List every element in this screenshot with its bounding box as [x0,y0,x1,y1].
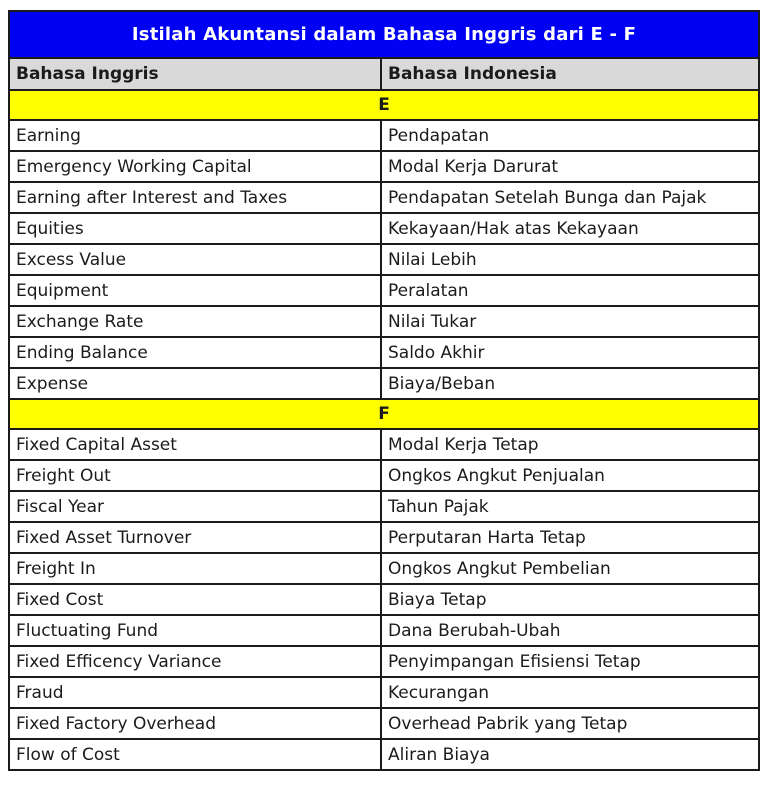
term-indonesian: Kekayaan/Hak atas Kekayaan [381,213,759,244]
accounting-terms-table [8,10,760,771]
table-row [9,460,759,491]
term-english: Equities [9,213,381,244]
table-row [9,739,759,770]
term-english: Freight In [9,553,381,584]
term-english: Earning after Interest and Taxes [9,182,381,213]
term-english: Fiscal Year [9,491,381,522]
column-header-indonesian: Bahasa Indonesia [381,58,759,90]
term-indonesian: Penyimpangan Efisiensi Tetap [381,646,759,677]
term-english: Ending Balance [9,337,381,368]
term-indonesian: Modal Kerja Darurat [381,151,759,182]
table-row [9,306,759,337]
term-indonesian: Nilai Tukar [381,306,759,337]
term-indonesian: Nilai Lebih [381,244,759,275]
table-row [9,429,759,460]
term-indonesian: Modal Kerja Tetap [381,429,759,460]
term-english: Fluctuating Fund [9,615,381,646]
term-english: Equipment [9,275,381,306]
term-english: Fraud [9,677,381,708]
term-indonesian: Aliran Biaya [381,739,759,770]
term-indonesian: Pendapatan [381,120,759,151]
section-row-E [9,90,759,120]
term-indonesian: Tahun Pajak [381,491,759,522]
term-english: Earning [9,120,381,151]
term-english: Exchange Rate [9,306,381,337]
column-header-english: Bahasa Inggris [9,58,381,90]
table-title: Istilah Akuntansi dalam Bahasa Inggris dari E - F [9,11,759,58]
term-indonesian: Pendapatan Setelah Bunga dan Pajak [381,182,759,213]
table-body [9,90,759,770]
table-row [9,151,759,182]
column-header-row [9,58,759,90]
term-english: Fixed Capital Asset [9,429,381,460]
table-row [9,182,759,213]
table-row [9,677,759,708]
section-letter: F [9,399,759,429]
section-row-F [9,399,759,429]
term-english: Excess Value [9,244,381,275]
table-row [9,337,759,368]
table-row [9,244,759,275]
table-row [9,213,759,244]
term-english: Fixed Factory Overhead [9,708,381,739]
term-english: Fixed Efficency Variance [9,646,381,677]
table-row [9,553,759,584]
term-indonesian: Overhead Pabrik yang Tetap [381,708,759,739]
table-row [9,491,759,522]
term-indonesian: Peralatan [381,275,759,306]
table-row [9,522,759,553]
title-row [9,11,759,58]
term-indonesian: Biaya Tetap [381,584,759,615]
term-indonesian: Biaya/Beban [381,368,759,399]
table-row [9,615,759,646]
term-indonesian: Dana Berubah-Ubah [381,615,759,646]
section-letter: E [9,90,759,120]
term-indonesian: Ongkos Angkut Pembelian [381,553,759,584]
term-english: Expense [9,368,381,399]
term-english: Emergency Working Capital [9,151,381,182]
table-row [9,646,759,677]
term-indonesian: Saldo Akhir [381,337,759,368]
term-indonesian: Perputaran Harta Tetap [381,522,759,553]
term-english: Fixed Asset Turnover [9,522,381,553]
table-row [9,120,759,151]
table-row [9,275,759,306]
term-indonesian: Kecurangan [381,677,759,708]
term-indonesian: Ongkos Angkut Penjualan [381,460,759,491]
term-english: Freight Out [9,460,381,491]
table-row [9,708,759,739]
term-english: Flow of Cost [9,739,381,770]
table-row [9,584,759,615]
term-english: Fixed Cost [9,584,381,615]
table-row [9,368,759,399]
